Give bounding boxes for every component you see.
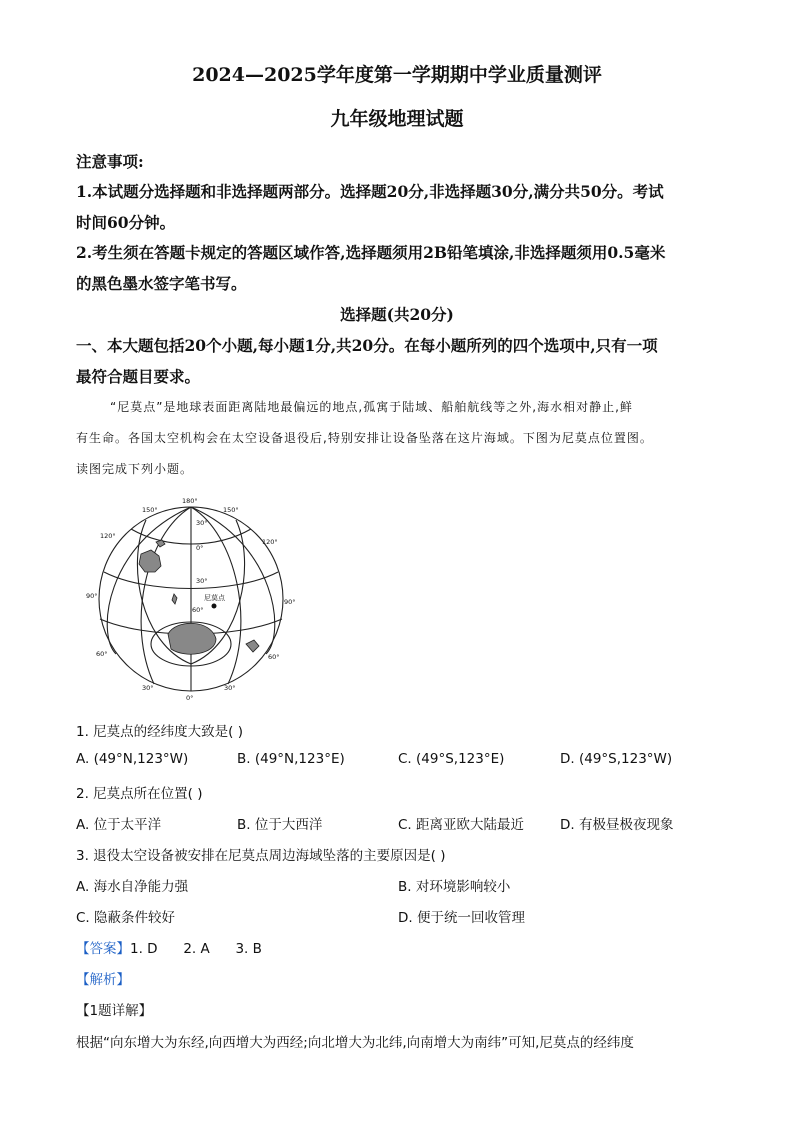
passage-line-3: 读图完成下列小题。 (76, 462, 194, 476)
exam-subtitle: 九年级地理试题 (330, 108, 464, 130)
lon-label: 60° (96, 650, 108, 658)
antarctica-shape (168, 623, 216, 654)
answer-text: 1. D 2. A 3. B (130, 941, 262, 957)
question-2-option-a[interactable]: A. 位于太平洋 (76, 817, 162, 833)
question-2-option-d[interactable]: D. 有极昼极夜现象 (560, 817, 674, 833)
lat-label: 30° (196, 577, 208, 585)
nemo-point-map (86, 494, 296, 704)
new-zealand-shape (172, 594, 177, 604)
meridian-line (141, 507, 191, 684)
question-1-option-d[interactable]: D. (49°S,123°W) (560, 751, 673, 767)
section-heading: 选择题(共20分) (340, 305, 454, 324)
lon-label: 30° (142, 684, 154, 692)
lon-label: 60° (268, 653, 280, 661)
detail-line: 根据“向东增大为东经,向西增大为西经;向北增大为北纬,向南增大为南纬”可知,尼莫点的经纬度 (76, 1035, 634, 1051)
answer-tag: 【答案】 (76, 941, 130, 957)
notice-item-2-line-2: 的黑色墨水签字笔书写。 (76, 274, 247, 293)
lon-label: 150° (223, 506, 239, 514)
lon-label: 180° (182, 497, 198, 505)
question-3-option-d[interactable]: D. 便于统一回收管理 (398, 910, 525, 926)
passage-line-2: 有生命。各国太空机构会在太空设备退役后,特别安排让设备坠落在这片海域。下图为尼莫点位置图。 (76, 431, 653, 445)
question-2-option-c[interactable]: C. 距离亚欧大陆最近 (398, 817, 525, 833)
question-3-stem: 3. 退役太空设备被安排在尼莫点周边海域坠落的主要原因是( ) (76, 848, 446, 864)
notice-item-2-line-1: 2.考生须在答题卡规定的答题区域作答,选择题须用2B铅笔填涂,非选择题须用0.5毫米 (76, 243, 666, 262)
lat-label: 30° (196, 519, 208, 527)
question-3-option-c[interactable]: C. 隐蔽条件较好 (76, 910, 176, 926)
nemo-point-label: 尼莫点 (204, 594, 225, 602)
analysis-heading (76, 968, 130, 988)
detail-heading: 【1题详解】 (76, 1003, 153, 1019)
lon-label: 90° (86, 592, 98, 600)
question-3-option-b[interactable]: B. 对环境影响较小 (398, 879, 511, 895)
lon-label: 30° (224, 684, 236, 692)
lat-label: 60° (192, 606, 204, 614)
notice-heading: 注意事项: (76, 152, 144, 171)
question-1-option-b[interactable]: B. (49°N,123°E) (237, 751, 345, 767)
question-2-stem: 2. 尼莫点所在位置( ) (76, 786, 203, 802)
lon-label: 120° (262, 538, 278, 546)
lat-label: 0° (196, 544, 204, 552)
analysis-tag: 【解析】 (76, 972, 130, 988)
question-1-option-a[interactable]: A. (49°N,123°W) (76, 751, 189, 767)
lon-label: 0° (186, 694, 194, 702)
question-3-option-a[interactable]: A. 海水自净能力强 (76, 879, 189, 895)
question-2-option-b[interactable]: B. 位于大西洋 (237, 817, 323, 833)
question-1-option-c[interactable]: C. (49°S,123°E) (398, 751, 505, 767)
exam-title: 2024—2025学年度第一学期期中学业质量测评 (192, 64, 602, 86)
notice-item-1-line-2: 时间60分钟。 (76, 213, 176, 232)
lon-label: 150° (142, 506, 158, 514)
answer-line (76, 937, 262, 957)
nemo-point-marker (212, 604, 217, 609)
section-intro-line-2: 最符合题目要求。 (76, 367, 201, 386)
notice-item-1-line-1: 1.本试题分选择题和非选择题两部分。选择题20分,非选择题30分,满分共50分。考试 (76, 182, 664, 201)
lon-label: 90° (284, 598, 296, 606)
section-intro-line-1: 一、本大题包括20个小题,每小题1分,共20分。在每小题所列的四个选项中,只有一项 (76, 336, 658, 355)
lon-label: 120° (100, 532, 116, 540)
australia-shape (139, 550, 161, 572)
passage-line-1: “尼莫点”是地球表面距离陆地最偏远的地点,孤寓于陆域、船舶航线等之外,海水相对静止,鲜 (110, 400, 633, 414)
question-1-stem: 1. 尼莫点的经纬度大致是( ) (76, 724, 243, 740)
south-america-tip-shape (246, 640, 259, 652)
